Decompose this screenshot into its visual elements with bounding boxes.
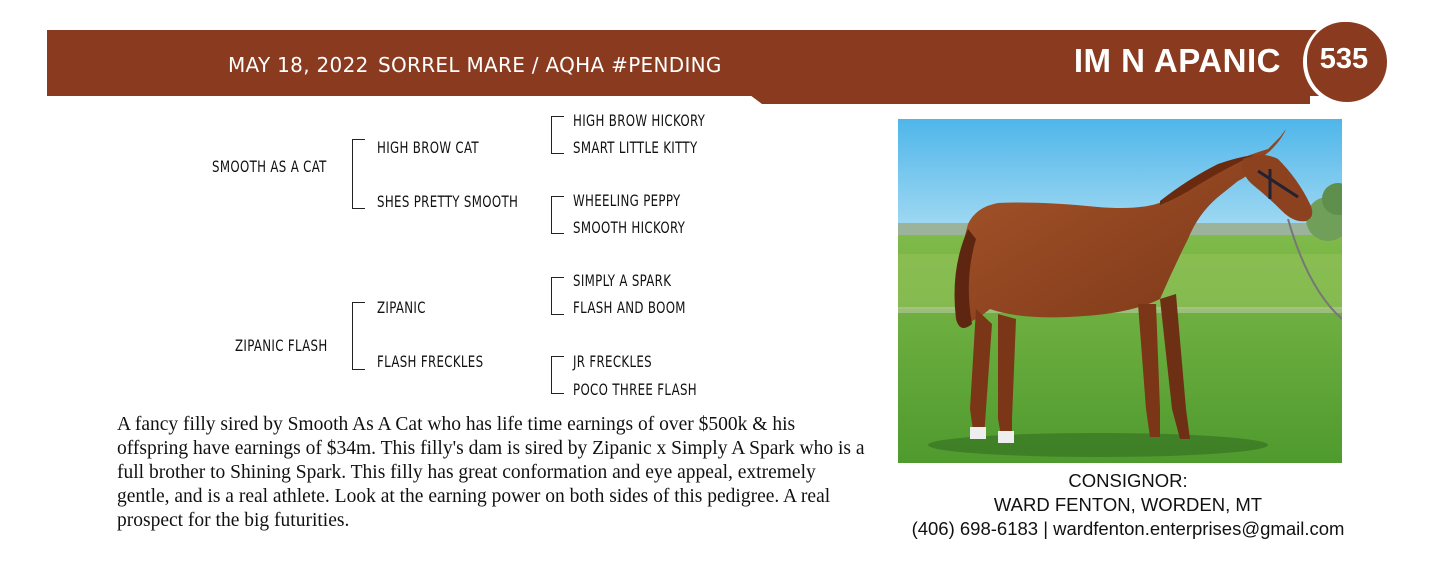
pedigree-sire-dam: SHES PRETTY SMOOTH — [377, 192, 519, 211]
consignor-contact: (406) 698-6183 | wardfenton.enterprises@gmail.com — [911, 518, 1345, 539]
pedigree-bracket-sire-dam — [551, 196, 564, 234]
pedigree-dam-sire-dam: FLASH AND BOOM — [573, 298, 686, 317]
pedigree-dam-dam: FLASH FRECKLES — [377, 352, 484, 371]
pedigree-sire: SMOOTH AS A CAT — [212, 157, 327, 176]
pedigree-sire-sire-dam: SMART LITTLE KITTY — [573, 138, 698, 157]
pedigree-bracket-sire-sire — [551, 116, 564, 154]
pedigree-bracket-dam — [352, 302, 365, 370]
horse-description: SORREL MARE / AQHA #PENDING — [378, 53, 722, 77]
pedigree-dam-dam-sire: JR FRECKLES — [573, 352, 653, 371]
pedigree-bracket-sire — [352, 139, 365, 209]
pedigree-bracket-dam-dam — [551, 356, 564, 394]
pedigree-sire-sire-sire: HIGH BROW HICKORY — [573, 111, 706, 130]
pedigree-dam-sire: ZIPANIC — [377, 298, 426, 317]
pedigree-dam: ZIPANIC FLASH — [235, 336, 328, 355]
pedigree-dam-sire-sire: SIMPLY A SPARK — [573, 271, 672, 290]
pedigree-dam-dam-dam: POCO THREE FLASH — [573, 380, 697, 399]
pedigree-sire-dam-sire: WHEELING PEPPY — [573, 191, 681, 210]
pedigree-sire-sire: HIGH BROW CAT — [377, 138, 479, 157]
lot-number: 535 — [1307, 22, 1381, 96]
horse-photo — [898, 119, 1342, 463]
pedigree-bracket-dam-sire — [551, 277, 564, 315]
header-band-tail — [750, 95, 1310, 104]
horse-description-text: A fancy filly sired by Smooth As A Cat who has life time earnings of over $500k & his offspring have earnings of $34m. This filly's dam is sired by Zipanic x Simply A Spark who is a full brother to Shining Spark. This filly has great conformation and eye appeal, extremely gentle, and is a real athlete. Look at the earning power on both sides of this pedigree. A real prospect for the big futurities. — [117, 414, 865, 531]
consignor-label: CONSIGNOR: — [1068, 470, 1188, 491]
pedigree-sire-dam-dam: SMOOTH HICKORY — [573, 218, 686, 237]
horse-name: IM N APANIC — [1073, 42, 1281, 79]
consignor-name: WARD FENTON, WORDEN, MT — [993, 494, 1263, 515]
foaling-date: MAY 18, 2022 — [228, 53, 369, 77]
